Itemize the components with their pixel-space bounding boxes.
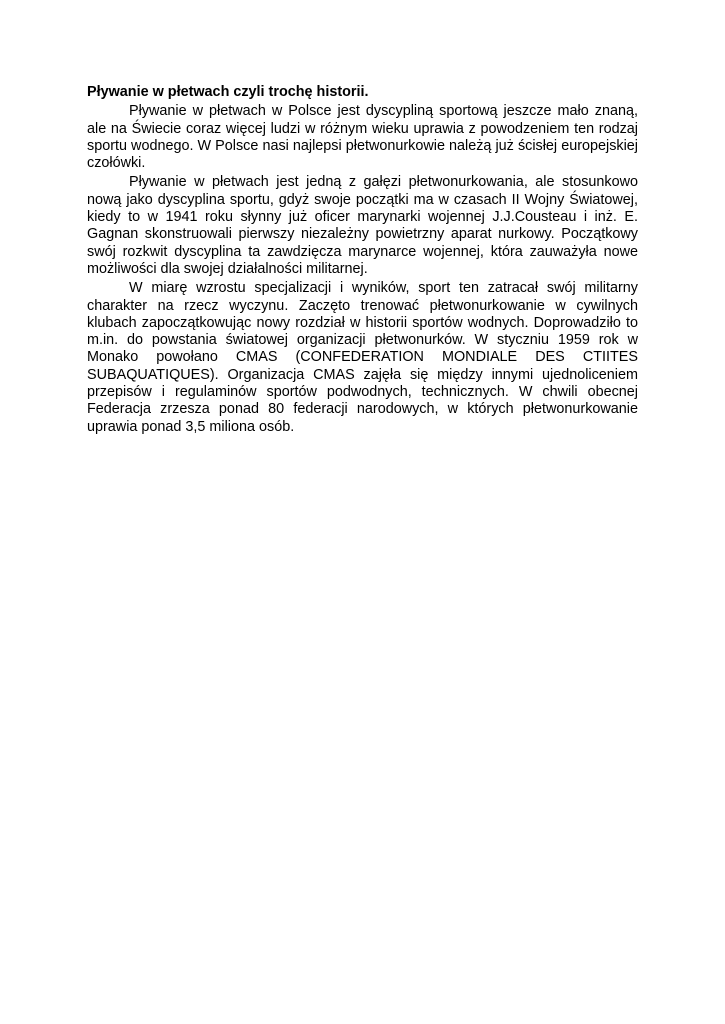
document-title: Pływanie w płetwach czyli trochę historii. [87,84,369,100]
paragraph-3: W miarę wzrostu specjalizacji i wyników, sport ten zatracał swój militarny charakter na rzecz wyczynu. Zaczęto trenować płetwonurkowanie w cywilnych klubach zapoczątkowując nowy rozdział w historii sportów wodnych. Doprowadziło to m.in. do powstania światowej organizacji płetwonurków. W styczniu 1959 rok w Monako powołano CMAS (CONFEDERATION MONDIALE DES CTIITES SUBAQUATIQUES). Organizacja CMAS zajęła się między innymi ujednoliceniem przepisów i regulaminów sportów podwodnych, technicznych. W chwili obecnej Federacja zrzesza ponad 80 federacji narodowych, w których płetwonurkowanie uprawia ponad 3,5 miliona osób. [87,280,638,435]
paragraph-2: Pływanie w płetwach jest jedną z gałęzi płetwonurkowania, ale stosunkowo nową jako dyscyplina sportu, gdyż swoje początki ma w czasach II Wojny Światowej, kiedy to w 1941 roku słynny już oficer marynarki wojennej J.J.Cousteau i inż. E. Gagnan skonstruowali pierwszy niezależny powietrzny aparat nurkowy. Początkowy swój rozkwit dyscyplina ta zawdzięcza marynarce wojennej, która zauważyła nowe możliwości dla swojej działalności militarnej. [87,174,638,277]
paragraph-1: Pływanie w płetwach w Polsce jest dyscypliną sportową jeszcze mało znaną, ale na Świecie coraz więcej ludzi w różnym wieku uprawia z powodzeniem ten rodzaj sportu wodnego. W Polsce nasi najlepsi płetwonurkowie należą już ścisłej europejskiej czołówki. [87,103,638,172]
document-page [87,84,638,438]
